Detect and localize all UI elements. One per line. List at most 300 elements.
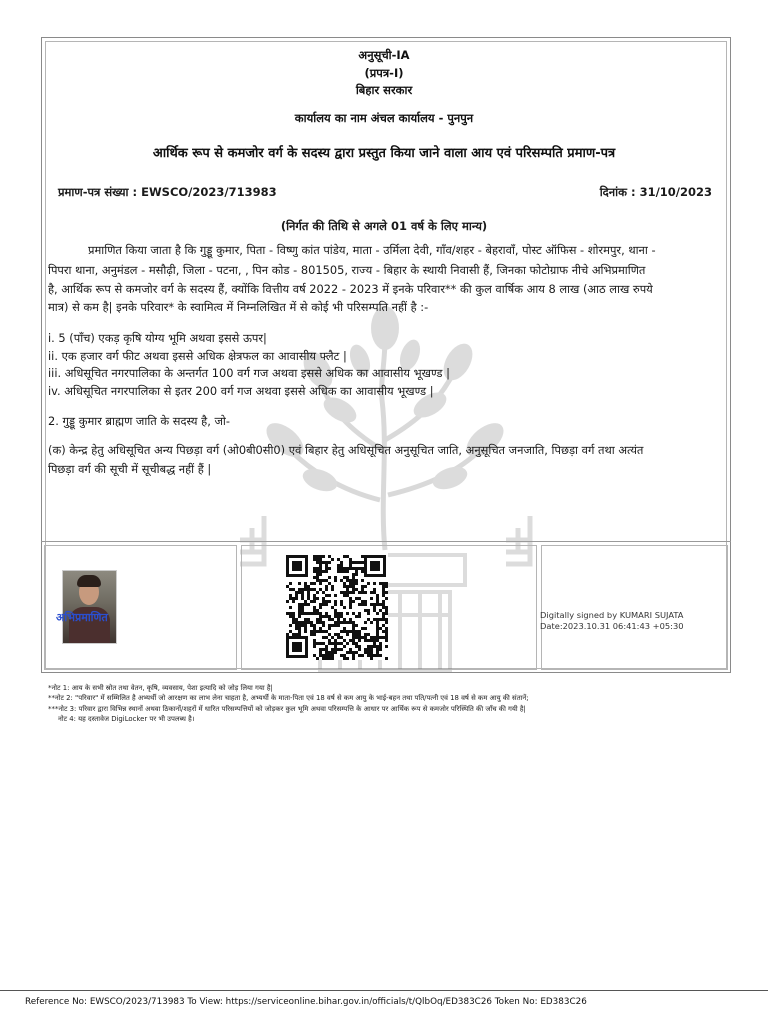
qr-module [289,630,292,633]
qr-module [358,645,361,648]
qr-module [334,603,337,606]
qr-module [322,591,325,594]
qr-module [328,555,331,558]
qr-module [313,576,316,579]
qr-module [376,603,379,606]
qr-module [307,603,310,606]
qr-module [331,606,334,609]
qr-module [358,561,361,564]
qr-module [343,639,346,642]
qr-module [310,612,313,615]
qr-module [337,567,340,570]
qr-module [313,600,316,603]
qr-module [340,630,343,633]
qr-module [304,588,307,591]
qr-module [304,603,307,606]
qr-module [385,621,388,624]
qr-module [310,630,313,633]
digital-signature-date: Date:2023.10.31 06:41:43 +05:30 [540,621,684,631]
qr-module [352,567,355,570]
qr-module [325,588,328,591]
qr-module [331,648,334,651]
qr-module [376,594,379,597]
qr-module [334,651,337,654]
qr-module [346,594,349,597]
qr-module [349,630,352,633]
qr-module [358,633,361,636]
qr-module [370,591,373,594]
qr-module [364,648,367,651]
qr-module [316,567,319,570]
qr-module [301,606,304,609]
applicant-photo [62,570,117,644]
qr-module [313,612,316,615]
qr-module [379,603,382,606]
qr-module [379,618,382,621]
qr-module [313,558,316,561]
qr-module [346,612,349,615]
qr-module [385,657,388,660]
qr-module [286,585,289,588]
schedule-label: अनुसूची-IA [358,48,410,62]
qr-module [331,654,334,657]
qr-module [382,612,385,615]
qr-module [334,648,337,651]
qr-module [361,579,364,582]
qr-module [334,624,337,627]
qr-module [361,603,364,606]
qr-module [385,645,388,648]
qr-module [370,621,373,624]
qr-module [316,642,319,645]
qr-module [373,588,376,591]
note-1: *नोट 1: आय के सभी स्रोत तथा वेतन, कृषि, व्यवसाय, पेशा इत्यादि को जोड़ लिया गया है| [48,684,273,692]
qr-module [346,567,349,570]
qr-module [334,633,337,636]
qr-module [328,615,331,618]
qr-module [343,594,346,597]
qr-module [331,636,334,639]
qr-module [286,612,289,615]
qr-module [325,648,328,651]
qr-module [295,597,298,600]
qr-module [340,621,343,624]
qr-module [334,615,337,618]
qr-module [370,648,373,651]
qr-module [319,630,322,633]
qr-module [376,597,379,600]
qr-module [295,618,298,621]
qr-module [307,612,310,615]
qr-module [325,615,328,618]
qr-module [319,648,322,651]
qr-module [373,603,376,606]
qr-module [319,603,322,606]
qr-module [334,576,337,579]
qr-module [328,600,331,603]
qr-module [304,624,307,627]
qr-module [367,633,370,636]
qr-module [340,600,343,603]
qr-module [361,654,364,657]
qr-module [313,633,316,636]
qr-module [331,558,334,561]
qr-module [352,576,355,579]
qr-module [322,603,325,606]
qr-module [346,579,349,582]
qr-module [313,627,316,630]
qr-module [358,639,361,642]
asset-item-2: ii. एक हजार वर्ग फीट अथवा इससे अधिक क्षेत्रफल का आवासीय फ्लैट | [48,348,347,363]
qr-module [361,591,364,594]
qr-module [298,582,301,585]
qr-module [349,579,352,582]
qr-module [289,582,292,585]
qr-module [343,621,346,624]
qr-module [343,555,346,558]
qr-module [343,606,346,609]
qr-module [346,630,349,633]
qr-module [301,591,304,594]
qr-module [316,576,319,579]
qr-module [379,642,382,645]
category-statement-line-1: (क) केन्द्र हेतु अधिसूचित अन्य पिछड़ा वर्ग (ओ0बी0सी0) एवं बिहार हेतु अधिसूचित अनुसूचित जाति, अनुसूचित जनजाति, पिछड़ा वर्ग तथा अत्यंत [48,443,644,457]
certificate-date: दिनांक : 31/10/2023 [599,185,712,199]
qr-module [385,636,388,639]
qr-module [319,573,322,576]
qr-module [364,621,367,624]
digital-signature [540,610,684,632]
qr-module [370,639,373,642]
qr-module [316,597,319,600]
qr-module [310,582,313,585]
qr-module [376,618,379,621]
qr-module [325,594,328,597]
qr-module [358,603,361,606]
qr-module [379,636,382,639]
qr-module [310,600,313,603]
office-name: कार्यालय का नाम अंचल कार्यालय - पुनपुन [294,111,474,125]
qr-module [331,657,334,660]
qr-module [349,603,352,606]
qr-module [355,570,358,573]
qr-module [382,594,385,597]
qr-module [298,612,301,615]
qr-module [307,597,310,600]
qr-module [364,591,367,594]
qr-module [373,645,376,648]
qr-module [313,642,316,645]
qr-module [373,591,376,594]
qr-module [367,582,370,585]
qr-module [358,612,361,615]
qr-module [370,636,373,639]
category-statement-line-2: पिछड़ा वर्ग की सूची में सूचीबद्ध नहीं हैं | [48,462,212,476]
qr-module [313,597,316,600]
qr-module [385,618,388,621]
certificate-title: आर्थिक रूप से कमजोर वर्ग के सदस्य द्वारा प्रस्तुत किया जाने वाला आय एवं परिसम्पति प्रमाण-पत्र [152,146,616,161]
qr-module [328,627,331,630]
qr-module [325,636,328,639]
qr-module [295,627,298,630]
qr-module [316,612,319,615]
qr-module [313,582,316,585]
qr-module [322,654,325,657]
qr-module [325,570,328,573]
qr-module [313,567,316,570]
qr-module [337,618,340,621]
qr-module [352,636,355,639]
qr-module [319,618,322,621]
qr-module [289,606,292,609]
qr-module [328,654,331,657]
qr-module [322,630,325,633]
qr-module [292,618,295,621]
qr-module [376,600,379,603]
qr-module [352,627,355,630]
qr-module [367,612,370,615]
qr-module [307,588,310,591]
qr-module [325,603,328,606]
qr-module [352,651,355,654]
qr-module [322,648,325,651]
qr-module [295,633,298,636]
qr-module [352,573,355,576]
qr-module [340,561,343,564]
qr-module [304,618,307,621]
qr-module [376,648,379,651]
qr-module [385,627,388,630]
qr-module [334,645,337,648]
qr-module [325,654,328,657]
qr-module [337,558,340,561]
qr-module [385,612,388,615]
qr-module [307,591,310,594]
qr-module [313,588,316,591]
qr-module [328,651,331,654]
qr-module [322,579,325,582]
qr-module [325,651,328,654]
qr-module [298,627,301,630]
qr-code[interactable] [284,553,388,660]
qr-module [322,600,325,603]
qr-module [364,651,367,654]
qr-module [325,567,328,570]
qr-module [292,633,295,636]
qr-module [295,594,298,597]
qr-module [340,615,343,618]
asset-item-4: iv. अधिसूचित नगरपालिका से इतर 200 वर्ग गज अथवा इससे अधिक का आवासीय भूखण्ड | [48,383,434,398]
qr-module [358,636,361,639]
qr-module [319,564,322,567]
qr-module [349,648,352,651]
qr-module [382,636,385,639]
qr-module [325,657,328,660]
qr-module [361,636,364,639]
note-3: ***नोट 3: परिवार द्वारा विभिन्न स्थानों अथवा ठिकानों/शहरों में धारित परिसम्पत्तियों को जोड़कर कुल भूमि अथवा परिसम्पत्ति के आधार पर आर्थिक रूप से कमजोर परिस्थिति की जाँच की गयी है| [48,704,526,713]
qr-module [361,588,364,591]
qr-module [373,609,376,612]
qr-module [319,579,322,582]
qr-module [346,576,349,579]
qr-module [319,651,322,654]
asset-list [48,330,450,400]
qr-module [385,639,388,642]
government-name: बिहार सरकार [355,83,413,97]
qr-module [376,630,379,633]
qr-module [346,621,349,624]
qr-module [328,639,331,642]
qr-module [313,606,316,609]
qr-module [376,627,379,630]
asset-item-1: i. 5 (पाँच) एकड़ कृषि योग्य भूमि अथवा इससे ऊपर| [48,331,267,345]
qr-module [361,555,364,558]
qr-module [370,657,373,660]
qr-module [325,564,328,567]
qr-module [292,621,295,624]
qr-module [319,588,322,591]
qr-module [331,618,334,621]
qr-module [289,612,292,615]
qr-module [364,636,367,639]
qr-module [358,630,361,633]
qr-module [331,651,334,654]
qr-module [382,585,385,588]
qr-module [343,567,346,570]
qr-module [334,621,337,624]
qr-module [343,582,346,585]
qr-module [307,585,310,588]
qr-module [367,651,370,654]
qr-module [334,594,337,597]
qr-module [355,567,358,570]
note-4: नोट 4: यह दस्तावेज DigiLocker पर भी उपलब्ध है। [58,715,195,724]
qr-module [355,642,358,645]
qr-module [373,639,376,642]
qr-module [313,609,316,612]
qr-module [355,651,358,654]
qr-module [349,582,352,585]
qr-module [352,585,355,588]
qr-module [313,555,316,558]
qr-module [382,630,385,633]
qr-module [361,600,364,603]
qr-module [331,624,334,627]
qr-module [349,561,352,564]
qr-module [328,567,331,570]
qr-module [304,582,307,585]
qr-module [343,591,346,594]
qr-module [316,570,319,573]
qr-module [382,591,385,594]
qr-module [346,591,349,594]
digital-signature-signer: Digitally signed by KUMARI SUJATA [540,610,684,620]
qr-module [352,630,355,633]
qr-module [325,645,328,648]
qr-module [346,570,349,573]
qr-module [331,585,334,588]
qr-module [322,570,325,573]
qr-module [349,567,352,570]
qr-module [313,570,316,573]
qr-module [352,600,355,603]
qr-module [334,609,337,612]
qr-module [319,582,322,585]
qr-module [334,579,337,582]
qr-module [304,585,307,588]
qr-module [328,576,331,579]
qr-module [298,591,301,594]
qr-module [346,642,349,645]
qr-module [349,600,352,603]
qr-module [352,639,355,642]
qr-module [310,588,313,591]
qr-module [364,627,367,630]
qr-module [328,633,331,636]
qr-module [325,630,328,633]
qr-module [340,603,343,606]
qr-module [355,624,358,627]
qr-module [355,630,358,633]
qr-module [337,612,340,615]
qr-module [352,657,355,660]
qr-module [340,579,343,582]
qr-module [382,624,385,627]
qr-module [319,555,322,558]
qr-module [364,603,367,606]
qr-module [319,642,322,645]
footer-divider [0,990,768,991]
qr-module [358,597,361,600]
qr-module [385,591,388,594]
qr-module [376,633,379,636]
qr-module [301,621,304,624]
qr-module [361,570,364,573]
qr-module [292,588,295,591]
qr-module [379,609,382,612]
qr-module [328,594,331,597]
qr-module [304,630,307,633]
qr-module [316,621,319,624]
qr-module [292,600,295,603]
qr-module [343,654,346,657]
qr-module [319,570,322,573]
qr-module [355,633,358,636]
qr-module [298,630,301,633]
qr-module [322,555,325,558]
qr-module [316,561,319,564]
qr-module [334,639,337,642]
qr-module [328,642,331,645]
qr-module [295,621,298,624]
qr-module [289,588,292,591]
qr-module [340,642,343,645]
qr-module [382,618,385,621]
qr-module [346,585,349,588]
qr-module [349,597,352,600]
qr-module [379,654,382,657]
qr-module [382,588,385,591]
qr-module [307,621,310,624]
qr-module [331,642,334,645]
qr-module [349,558,352,561]
qr-module [352,633,355,636]
qr-module [322,615,325,618]
qr-module [304,612,307,615]
qr-module [343,630,346,633]
qr-module [340,567,343,570]
qr-module [343,570,346,573]
